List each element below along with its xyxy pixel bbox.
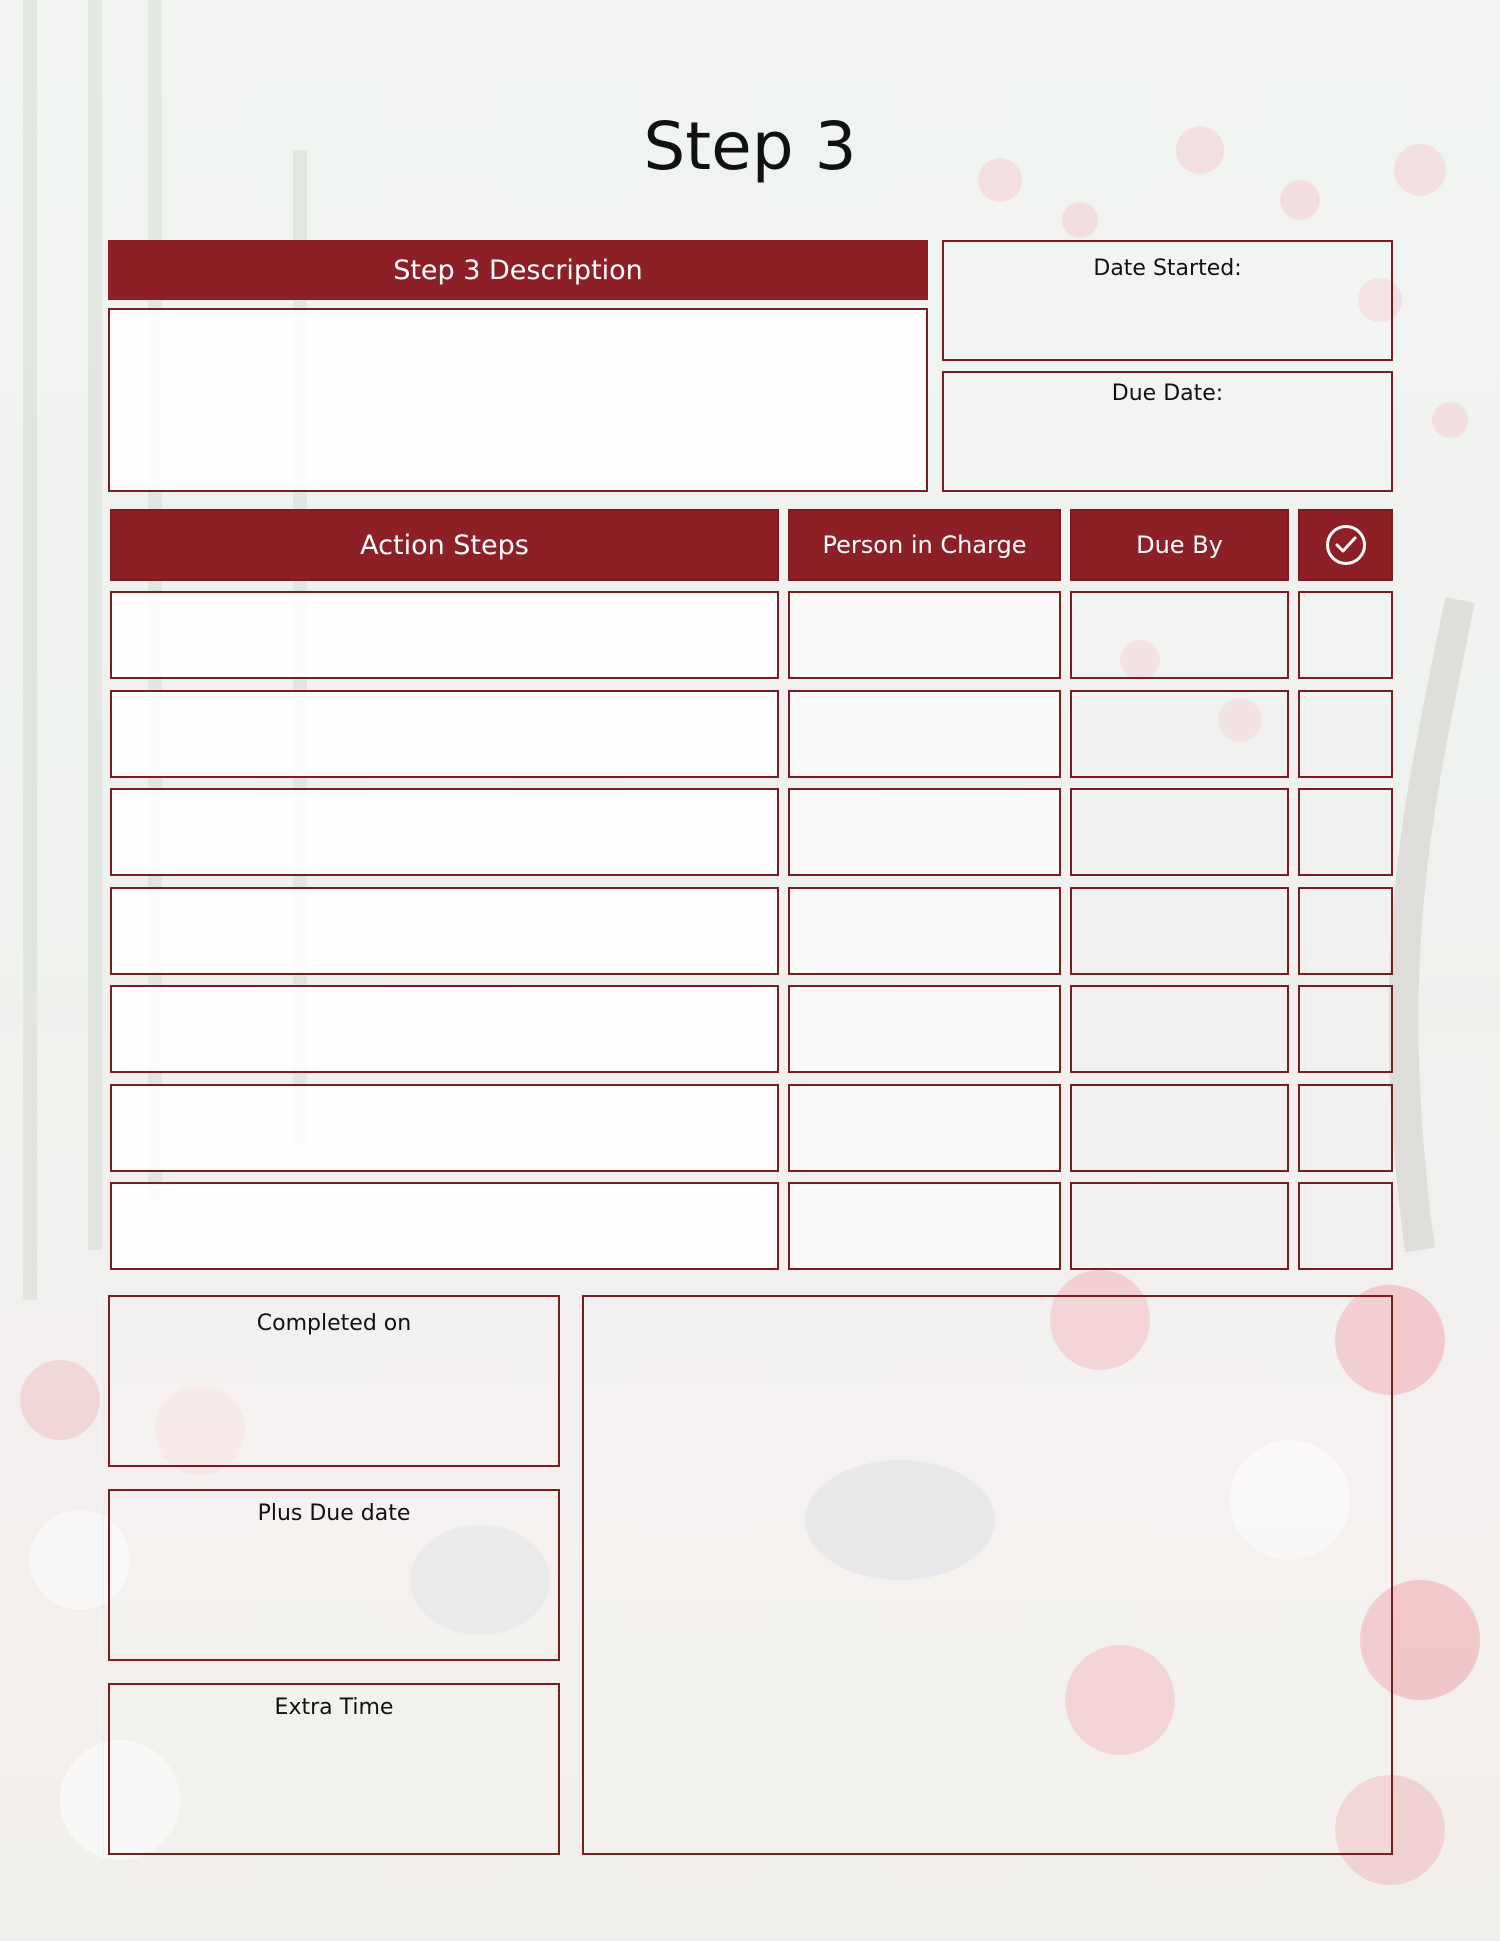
header-check <box>1298 509 1393 581</box>
description-field[interactable] <box>108 308 928 492</box>
row-action-step-field[interactable] <box>110 1182 779 1270</box>
row-due-by-field[interactable] <box>1070 788 1289 876</box>
header-action-steps: Action Steps <box>110 509 779 581</box>
extra-time-label: Extra Time <box>274 1695 394 1720</box>
plus-due-date-field[interactable] <box>108 1489 560 1661</box>
due-date-field[interactable] <box>942 371 1393 492</box>
row-action-step-field[interactable] <box>110 591 779 679</box>
completed-on-label: Completed on <box>256 1311 412 1336</box>
page-title: Step 3 <box>643 108 857 185</box>
due-date-label: Due Date: <box>1111 381 1224 406</box>
date-started-field[interactable] <box>942 240 1393 361</box>
date-started-label: Date Started: <box>1093 256 1242 281</box>
row-due-by-field[interactable] <box>1070 1182 1289 1270</box>
row-checkbox[interactable] <box>1298 690 1393 778</box>
row-checkbox[interactable] <box>1298 591 1393 679</box>
row-checkbox[interactable] <box>1298 1084 1393 1172</box>
row-person-in-charge-field[interactable] <box>788 591 1061 679</box>
completed-on-field[interactable] <box>108 1295 560 1467</box>
header-person-in-charge: Person in Charge <box>788 509 1061 581</box>
row-action-step-field[interactable] <box>110 985 779 1073</box>
row-due-by-field[interactable] <box>1070 591 1289 679</box>
description-header: Step 3 Description <box>108 240 928 300</box>
row-checkbox[interactable] <box>1298 985 1393 1073</box>
row-person-in-charge-field[interactable] <box>788 788 1061 876</box>
row-person-in-charge-field[interactable] <box>788 887 1061 975</box>
row-person-in-charge-field[interactable] <box>788 1084 1061 1172</box>
row-action-step-field[interactable] <box>110 690 779 778</box>
row-checkbox[interactable] <box>1298 887 1393 975</box>
plus-due-date-label: Plus Due date <box>257 1501 411 1526</box>
row-person-in-charge-field[interactable] <box>788 1182 1061 1270</box>
row-person-in-charge-field[interactable] <box>788 985 1061 1073</box>
row-due-by-field[interactable] <box>1070 887 1289 975</box>
row-person-in-charge-field[interactable] <box>788 690 1061 778</box>
row-checkbox[interactable] <box>1298 788 1393 876</box>
extra-time-field[interactable] <box>108 1683 560 1855</box>
row-due-by-field[interactable] <box>1070 985 1289 1073</box>
row-due-by-field[interactable] <box>1070 690 1289 778</box>
row-action-step-field[interactable] <box>110 1084 779 1172</box>
check-circle-icon <box>1326 525 1366 565</box>
row-action-step-field[interactable] <box>110 887 779 975</box>
row-checkbox[interactable] <box>1298 1182 1393 1270</box>
row-action-step-field[interactable] <box>110 788 779 876</box>
row-due-by-field[interactable] <box>1070 1084 1289 1172</box>
header-due-by: Due By <box>1070 509 1289 581</box>
notes-field[interactable] <box>582 1295 1393 1855</box>
